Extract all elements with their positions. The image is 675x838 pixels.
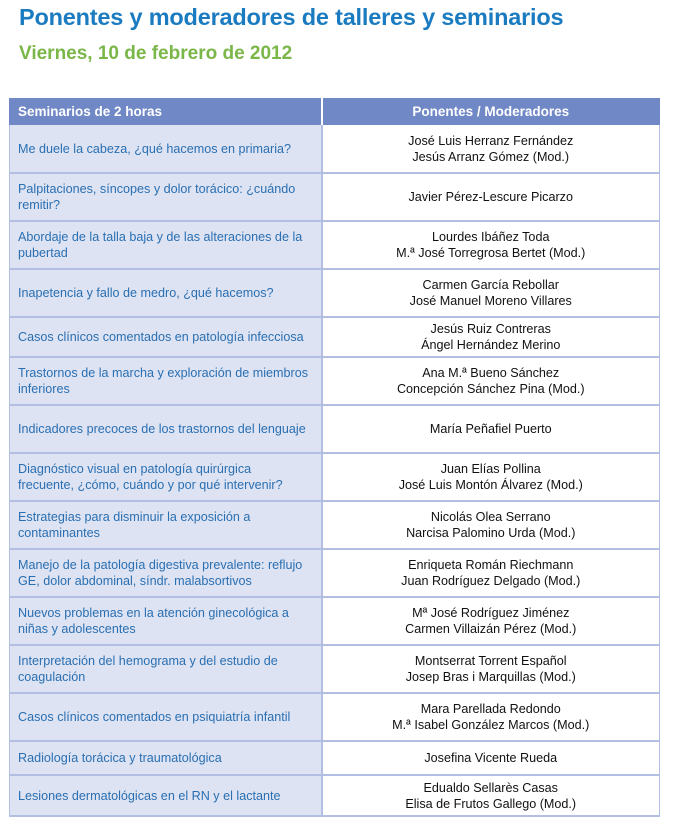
- table-row: [10, 357, 660, 405]
- seminar-title: Abordaje de la talla baja y de las alteraciones de la pubertad: [10, 221, 322, 269]
- seminar-title: Diagnóstico visual en patología quirúrgica frecuente, ¿cómo, cuándo y por qué intervenir?: [10, 453, 322, 501]
- seminars-table: [9, 98, 660, 817]
- speaker-name: Jesús Ruiz Contreras: [430, 322, 551, 336]
- seminar-title: Indicadores precoces de los trastornos del lenguaje: [10, 405, 322, 453]
- speakers-cell: [322, 597, 660, 645]
- speaker-name: Juan Elías Pollina: [440, 462, 541, 476]
- speaker-name: Mª José Rodríguez Jiménez: [412, 606, 570, 620]
- speaker-name: Juan Rodríguez Delgado (Mod.): [401, 574, 581, 588]
- speakers-cell: [322, 501, 660, 549]
- speaker-name: Edualdo Sellarès Casas: [423, 780, 558, 795]
- seminar-title: Manejo de la patología digestiva prevalente: reflujo GE, dolor abdominal, síndr. malabsortivos: [10, 549, 322, 597]
- seminar-title: Interpretación del hemograma y del estudio de coagulación: [10, 645, 322, 693]
- speakers-cell: [322, 173, 660, 221]
- table-row: [10, 125, 660, 173]
- table-header: [10, 98, 660, 125]
- table-row: [10, 597, 660, 645]
- seminar-title: Trastornos de la marcha y exploración de miembros inferiores: [10, 357, 322, 405]
- speaker-name: Carmen Villaizán Pérez (Mod.): [405, 622, 577, 636]
- speakers-cell: [322, 125, 660, 173]
- speakers-cell: [322, 405, 660, 453]
- speaker-name: María Peñafiel Puerto: [429, 422, 552, 436]
- seminar-title: Me duele la cabeza, ¿qué hacemos en primaria?: [10, 125, 322, 173]
- table-row: [10, 693, 660, 741]
- speaker-name: Elisa de Frutos Gallego (Mod.): [405, 796, 577, 811]
- speaker-name: Javier Pérez-Lescure Picarzo: [408, 190, 573, 204]
- speakers-cell: [322, 317, 660, 357]
- speaker-name: M.ª José Torregrosa Bertet (Mod.): [396, 246, 586, 260]
- speakers-cell: [322, 269, 660, 317]
- table-row: [10, 775, 660, 816]
- speakers-cell: [322, 357, 660, 405]
- table-row: [10, 317, 660, 357]
- speakers-cell: [322, 453, 660, 501]
- speaker-name: Nicolás Olea Serrano: [430, 510, 551, 524]
- seminar-title: Radiología torácica y traumatológica: [10, 741, 322, 775]
- speaker-name: Ana M.ª Bueno Sánchez: [422, 366, 560, 380]
- table-row: [10, 549, 660, 597]
- speaker-name: Mara Parellada Redondo: [420, 702, 561, 716]
- speakers-cell: [322, 645, 660, 693]
- column-header-speakers: Ponentes / Moderadores: [322, 98, 660, 125]
- table-row: [10, 173, 660, 221]
- seminar-title: Casos clínicos comentados en patología infecciosa: [10, 317, 322, 357]
- table-body: [10, 125, 660, 816]
- seminar-title: Estrategias para disminuir la exposición a contaminantes: [10, 501, 322, 549]
- speaker-name: Concepción Sánchez Pina (Mod.): [396, 382, 585, 396]
- seminar-title: Casos clínicos comentados en psiquiatría infantil: [10, 693, 322, 741]
- speaker-name: Josep Bras i Marquillas (Mod.): [405, 670, 576, 684]
- speaker-name: José Manuel Moreno Villares: [409, 294, 572, 308]
- column-header-seminars: Seminarios de 2 horas: [10, 98, 322, 125]
- speakers-cell: [322, 221, 660, 269]
- speakers-cell: [322, 549, 660, 597]
- seminar-title: Inapetencia y fallo de medro, ¿qué hacemos?: [10, 269, 322, 317]
- table-row: [10, 221, 660, 269]
- speaker-name: Ángel Hernández Merino: [421, 338, 561, 352]
- table-row: [10, 269, 660, 317]
- page-subtitle: Viernes, 10 de febrero de 2012: [19, 43, 293, 64]
- speaker-name: Enriqueta Román Riechmann: [408, 558, 574, 572]
- speaker-name: Narcisa Palomino Urda (Mod.): [406, 526, 576, 540]
- speakers-cell: [322, 741, 660, 775]
- speakers-cell: [322, 775, 660, 816]
- speaker-name: José Luis Montón Álvarez (Mod.): [398, 478, 583, 492]
- seminar-title: Nuevos problemas en la atención ginecológica a niñas y adolescentes: [10, 597, 322, 645]
- speaker-name: Carmen García Rebollar: [422, 278, 559, 292]
- speaker-name: Montserrat Torrent Español: [414, 654, 567, 668]
- table-row: [10, 501, 660, 549]
- page-title: Ponentes y moderadores de talleres y seminarios: [19, 4, 564, 30]
- speaker-name: Jesús Arranz Gómez (Mod.): [412, 149, 570, 164]
- seminar-title: Palpitaciones, síncopes y dolor torácico: ¿cuándo remitir?: [10, 173, 322, 221]
- seminar-title: Lesiones dermatológicas en el RN y el lactante: [10, 775, 322, 816]
- table-row: [10, 645, 660, 693]
- table-row: [10, 405, 660, 453]
- speaker-name: Josefina Vicente Rueda: [424, 751, 558, 765]
- speaker-name: Lourdes Ibáñez Toda: [432, 230, 550, 244]
- table-row: [10, 453, 660, 501]
- speaker-name: José Luis Herranz Fernández: [408, 133, 574, 148]
- table-row: [10, 741, 660, 775]
- speakers-cell: [322, 693, 660, 741]
- speaker-name: M.ª Isabel González Marcos (Mod.): [392, 718, 590, 732]
